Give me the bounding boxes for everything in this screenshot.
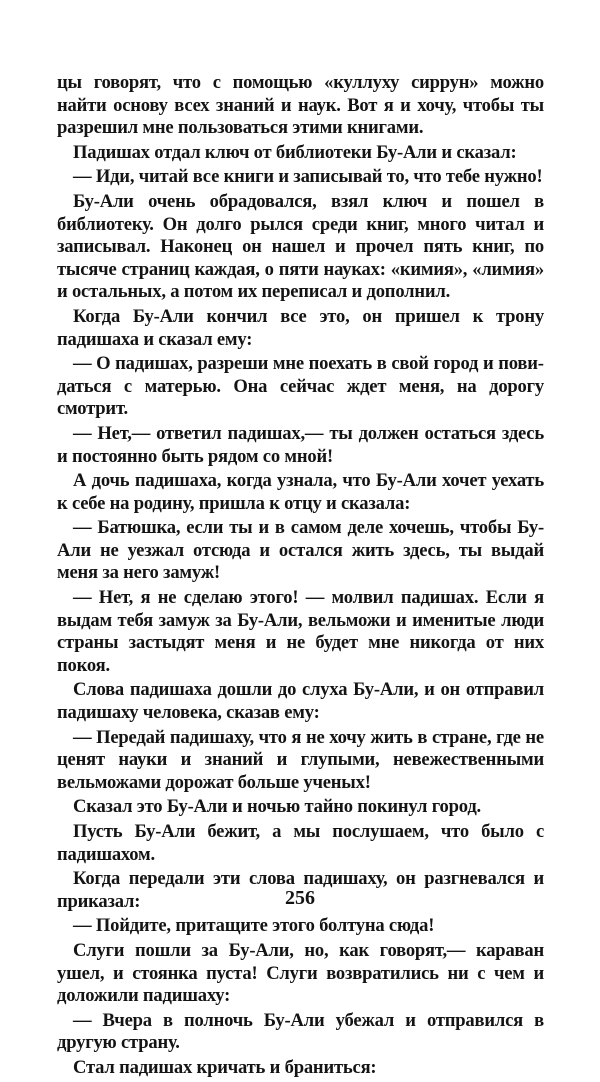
paragraph: Когда Бу-Али кончил все это, он пришел к трону падишаха и сказал ему: <box>57 305 544 350</box>
paragraph: — О падишах, разреши мне поехать в свой город и повидаться с матерью. Она сейчас ждет меня, на дорогу смотрит. <box>57 353 544 420</box>
page-body <box>57 72 544 1082</box>
paragraph: Пусть Бу-Али бежит, а мы послушаем, что было с падишахом. <box>57 821 544 865</box>
paragraph: А дочь падишаха, когда узнала, что Бу-Али хочет уехать к себе на родину, пришла к отцу и сказала: <box>57 470 544 514</box>
paragraph: Когда передали эти слова падишаху, он разгневался и приказал: <box>57 868 544 912</box>
paragraph: Слова падишаха дошли до слуха Бу-Али, и он отправил падишаху человека, сказав ему: <box>57 679 544 724</box>
paragraph: Бу-Али очень обрадовался, взял ключ и пошел в библиотеку. Он долго рылся среди книг, много читал и записывал. Наконец он нашел и прочел пять книг, по тысяче страниц каждая, о пяти науках: «кимия», «лимия» и остальных, а потом их переписал и дополнил. <box>57 190 544 303</box>
paragraph: Сказал это Бу-Али и ночью тайно покинул город. <box>73 796 481 818</box>
paragraph: — Нет, я не сделаю этого! — молвил падишах. Если я выдам тебя замуж за Бу-Али, вельможи и именитые люди страны застыдят меня и не будет мне никогда от них покоя. <box>57 587 544 676</box>
paragraph: — Передай падишаху, что я не хочу жить в стране, где не ценят науки и знаний и глупыми, невежественными вельможами дорожат больше ученых! <box>57 726 544 793</box>
paragraph: — Пойдите, притащите этого болтуна сюда! <box>73 915 435 937</box>
paragraph: Стал падишах кричать и браниться: <box>73 1056 377 1078</box>
paragraph: — Вчера в полночь Бу-Али убежал и отправился в другую страну. <box>57 1009 544 1054</box>
paragraph: — Иди, читай все книги и записывай то, что тебе нужно! <box>73 166 543 188</box>
paragraph: — Батюшка, если ты и в самом деле хочешь, чтобы Бу-Али не уезжал отсюда и остался жить здесь, ты выдай меня за него замуж! <box>57 517 544 584</box>
paragraph: цы говорят, что с помощью «куллуху сиррун» можно найти основу всех знаний и наук. Вот я и хочу, чтобы ты разрешил мне пользоваться этими книгами. <box>57 72 544 139</box>
page-number: 256 <box>285 887 315 909</box>
paragraph: Падишах отдал ключ от библиотеки Бу-Али и сказал: <box>73 141 517 163</box>
paragraph: — Нет,— ответил падишах,— ты должен остаться здесь и постоянно быть рядом со мной! <box>57 422 544 467</box>
paragraph: Слуги пошли за Бу-Али, но, как говорят,— караван ушел, и стоянка пуста! Слуги возвратились ни с чем и доложили падишаху: <box>57 939 544 1007</box>
